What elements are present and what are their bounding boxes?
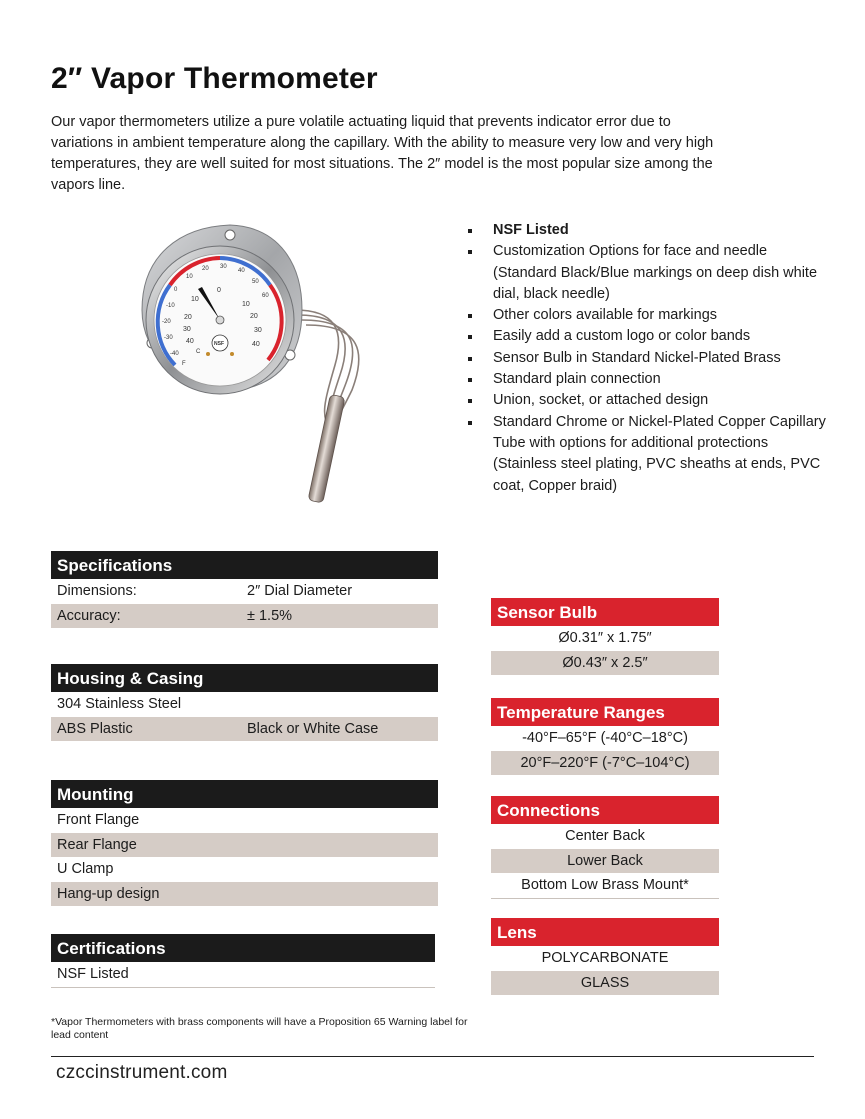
thermometer-product-image	[120, 215, 440, 520]
nsf-logo-text: NSF	[214, 341, 224, 347]
connections-header: Connections	[491, 796, 719, 824]
feature-item: Customization Options for face and needle (Standard Black/Blue markings on deep dish white dial, black needle)	[468, 241, 828, 305]
mounting-item: Front Flange	[57, 812, 140, 828]
gauge-tick: -10	[166, 303, 175, 309]
bullet-icon	[468, 421, 472, 425]
spec-value: ± 1.5%	[247, 607, 293, 624]
table-row: POLYCARBONATE	[541, 950, 669, 966]
gauge-tick: -20	[162, 319, 171, 325]
gauge-tick: 10	[191, 296, 199, 303]
sensor-bulb-table	[491, 598, 719, 675]
gauge-tick: 0	[174, 287, 178, 293]
table-row	[51, 692, 438, 717]
mounting-item: Rear Flange	[57, 836, 137, 853]
gauge-tick: 50	[252, 279, 259, 285]
table-row: Ø0.31″ x 1.75″	[558, 630, 652, 646]
gauge-tick: 40	[186, 338, 194, 345]
spec-label: Dimensions:	[57, 583, 137, 599]
table-row: 20°F–220°F (-7°C–104°C)	[491, 751, 719, 776]
mounting-item: Hang-up design	[57, 885, 160, 902]
table-row: -40°F–65°F (-40°C–18°C)	[522, 730, 688, 746]
gauge-tick: -30	[164, 335, 173, 341]
specifications-table	[51, 551, 438, 628]
table-row	[51, 717, 438, 742]
gauge-tick: 30	[220, 264, 227, 270]
gauge-tick: 30	[183, 326, 191, 333]
divider	[51, 987, 435, 988]
housing-header: Housing & Casing	[51, 664, 438, 692]
certifications-header: Certifications	[51, 934, 435, 962]
lens-table	[491, 918, 719, 995]
bullet-icon	[468, 250, 472, 254]
table-row	[51, 833, 438, 858]
certifications-table	[51, 934, 435, 988]
bullet-icon	[468, 378, 472, 382]
housing-value: Black or White Case	[247, 720, 379, 737]
gauge-tick: 10	[186, 274, 193, 280]
table-row	[51, 579, 438, 604]
gauge-tick: 40	[238, 268, 245, 274]
table-row: GLASS	[491, 971, 719, 996]
feature-item: Other colors available for markings	[468, 305, 828, 326]
housing-label: ABS Plastic	[57, 720, 133, 737]
footer-divider	[51, 1056, 814, 1057]
temperature-ranges-table	[491, 698, 719, 775]
gauge-tick: -40	[170, 351, 179, 357]
bullet-icon	[468, 399, 472, 403]
table-row: Lower Back	[491, 849, 719, 874]
gauge-unit-c: C	[196, 349, 201, 355]
mounting-item: U Clamp	[57, 861, 114, 877]
feature-item: Sensor Bulb in Standard Nickel-Plated Brass	[468, 348, 828, 369]
table-row	[51, 857, 438, 882]
mounting-table	[51, 780, 438, 906]
spec-value: 2″ Dial Diameter	[247, 583, 353, 599]
temperature-ranges-header: Temperature Ranges	[491, 698, 719, 726]
page-title: 2″ Vapor Thermometer	[51, 62, 378, 95]
gauge-tick: 60	[262, 293, 269, 299]
footnote: *Vapor Thermometers with brass components will have a Proposition 65 Warning label for lead content	[51, 1016, 468, 1041]
table-row: Center Back	[565, 828, 645, 844]
bullet-icon	[468, 335, 472, 339]
gauge-tick: 20	[202, 266, 209, 272]
gauge-tick: 0	[217, 287, 221, 294]
divider	[491, 898, 719, 899]
table-row	[51, 962, 435, 987]
connections-table	[491, 796, 719, 899]
gauge-tick: 10	[242, 301, 250, 308]
lens-header: Lens	[491, 918, 719, 946]
bullet-icon	[468, 229, 472, 233]
spec-label: Accuracy:	[57, 607, 121, 624]
footer-url: czccinstrument.com	[56, 1062, 228, 1083]
gauge-unit-f: F	[182, 361, 186, 367]
specifications-header: Specifications	[51, 551, 438, 579]
table-row: Bottom Low Brass Mount*	[521, 877, 689, 893]
gauge-tick: 30	[254, 327, 262, 334]
table-row: Ø0.43″ x 2.5″	[491, 651, 719, 676]
table-row	[51, 604, 438, 629]
gauge-tick: 20	[250, 313, 258, 320]
table-row	[51, 808, 438, 833]
gauge-tick: 40	[252, 341, 260, 348]
certification-item: NSF Listed	[57, 966, 129, 982]
housing-table	[51, 664, 438, 741]
feature-list	[468, 220, 828, 497]
feature-item: Easily add a custom logo or color bands	[468, 326, 828, 347]
feature-item: Standard Chrome or Nickel-Plated Copper Capillary Tube with options for additional protections (Stainless steel plating, PVC sheaths at ends, PVC coat, Copper braid)	[468, 412, 828, 497]
mounting-header: Mounting	[51, 780, 438, 808]
bullet-icon	[468, 314, 472, 318]
gauge-tick: 20	[184, 314, 192, 321]
bullet-icon	[468, 357, 472, 361]
table-row	[51, 882, 438, 907]
feature-item: Standard plain connection	[468, 369, 828, 390]
housing-value	[247, 692, 438, 717]
feature-item: Union, socket, or attached design	[468, 390, 828, 411]
sensor-bulb-header: Sensor Bulb	[491, 598, 719, 626]
feature-item: NSF Listed	[468, 220, 828, 241]
housing-label: 304 Stainless Steel	[57, 696, 182, 712]
intro-paragraph: Our vapor thermometers utilize a pure volatile actuating liquid that prevents indicator error due to variations in ambient temperature along the capillary. With the ability to measure very low and very high temperatures, they are well suited for most situations. The 2″ model is the most popular size among the vapors line.	[51, 114, 714, 193]
